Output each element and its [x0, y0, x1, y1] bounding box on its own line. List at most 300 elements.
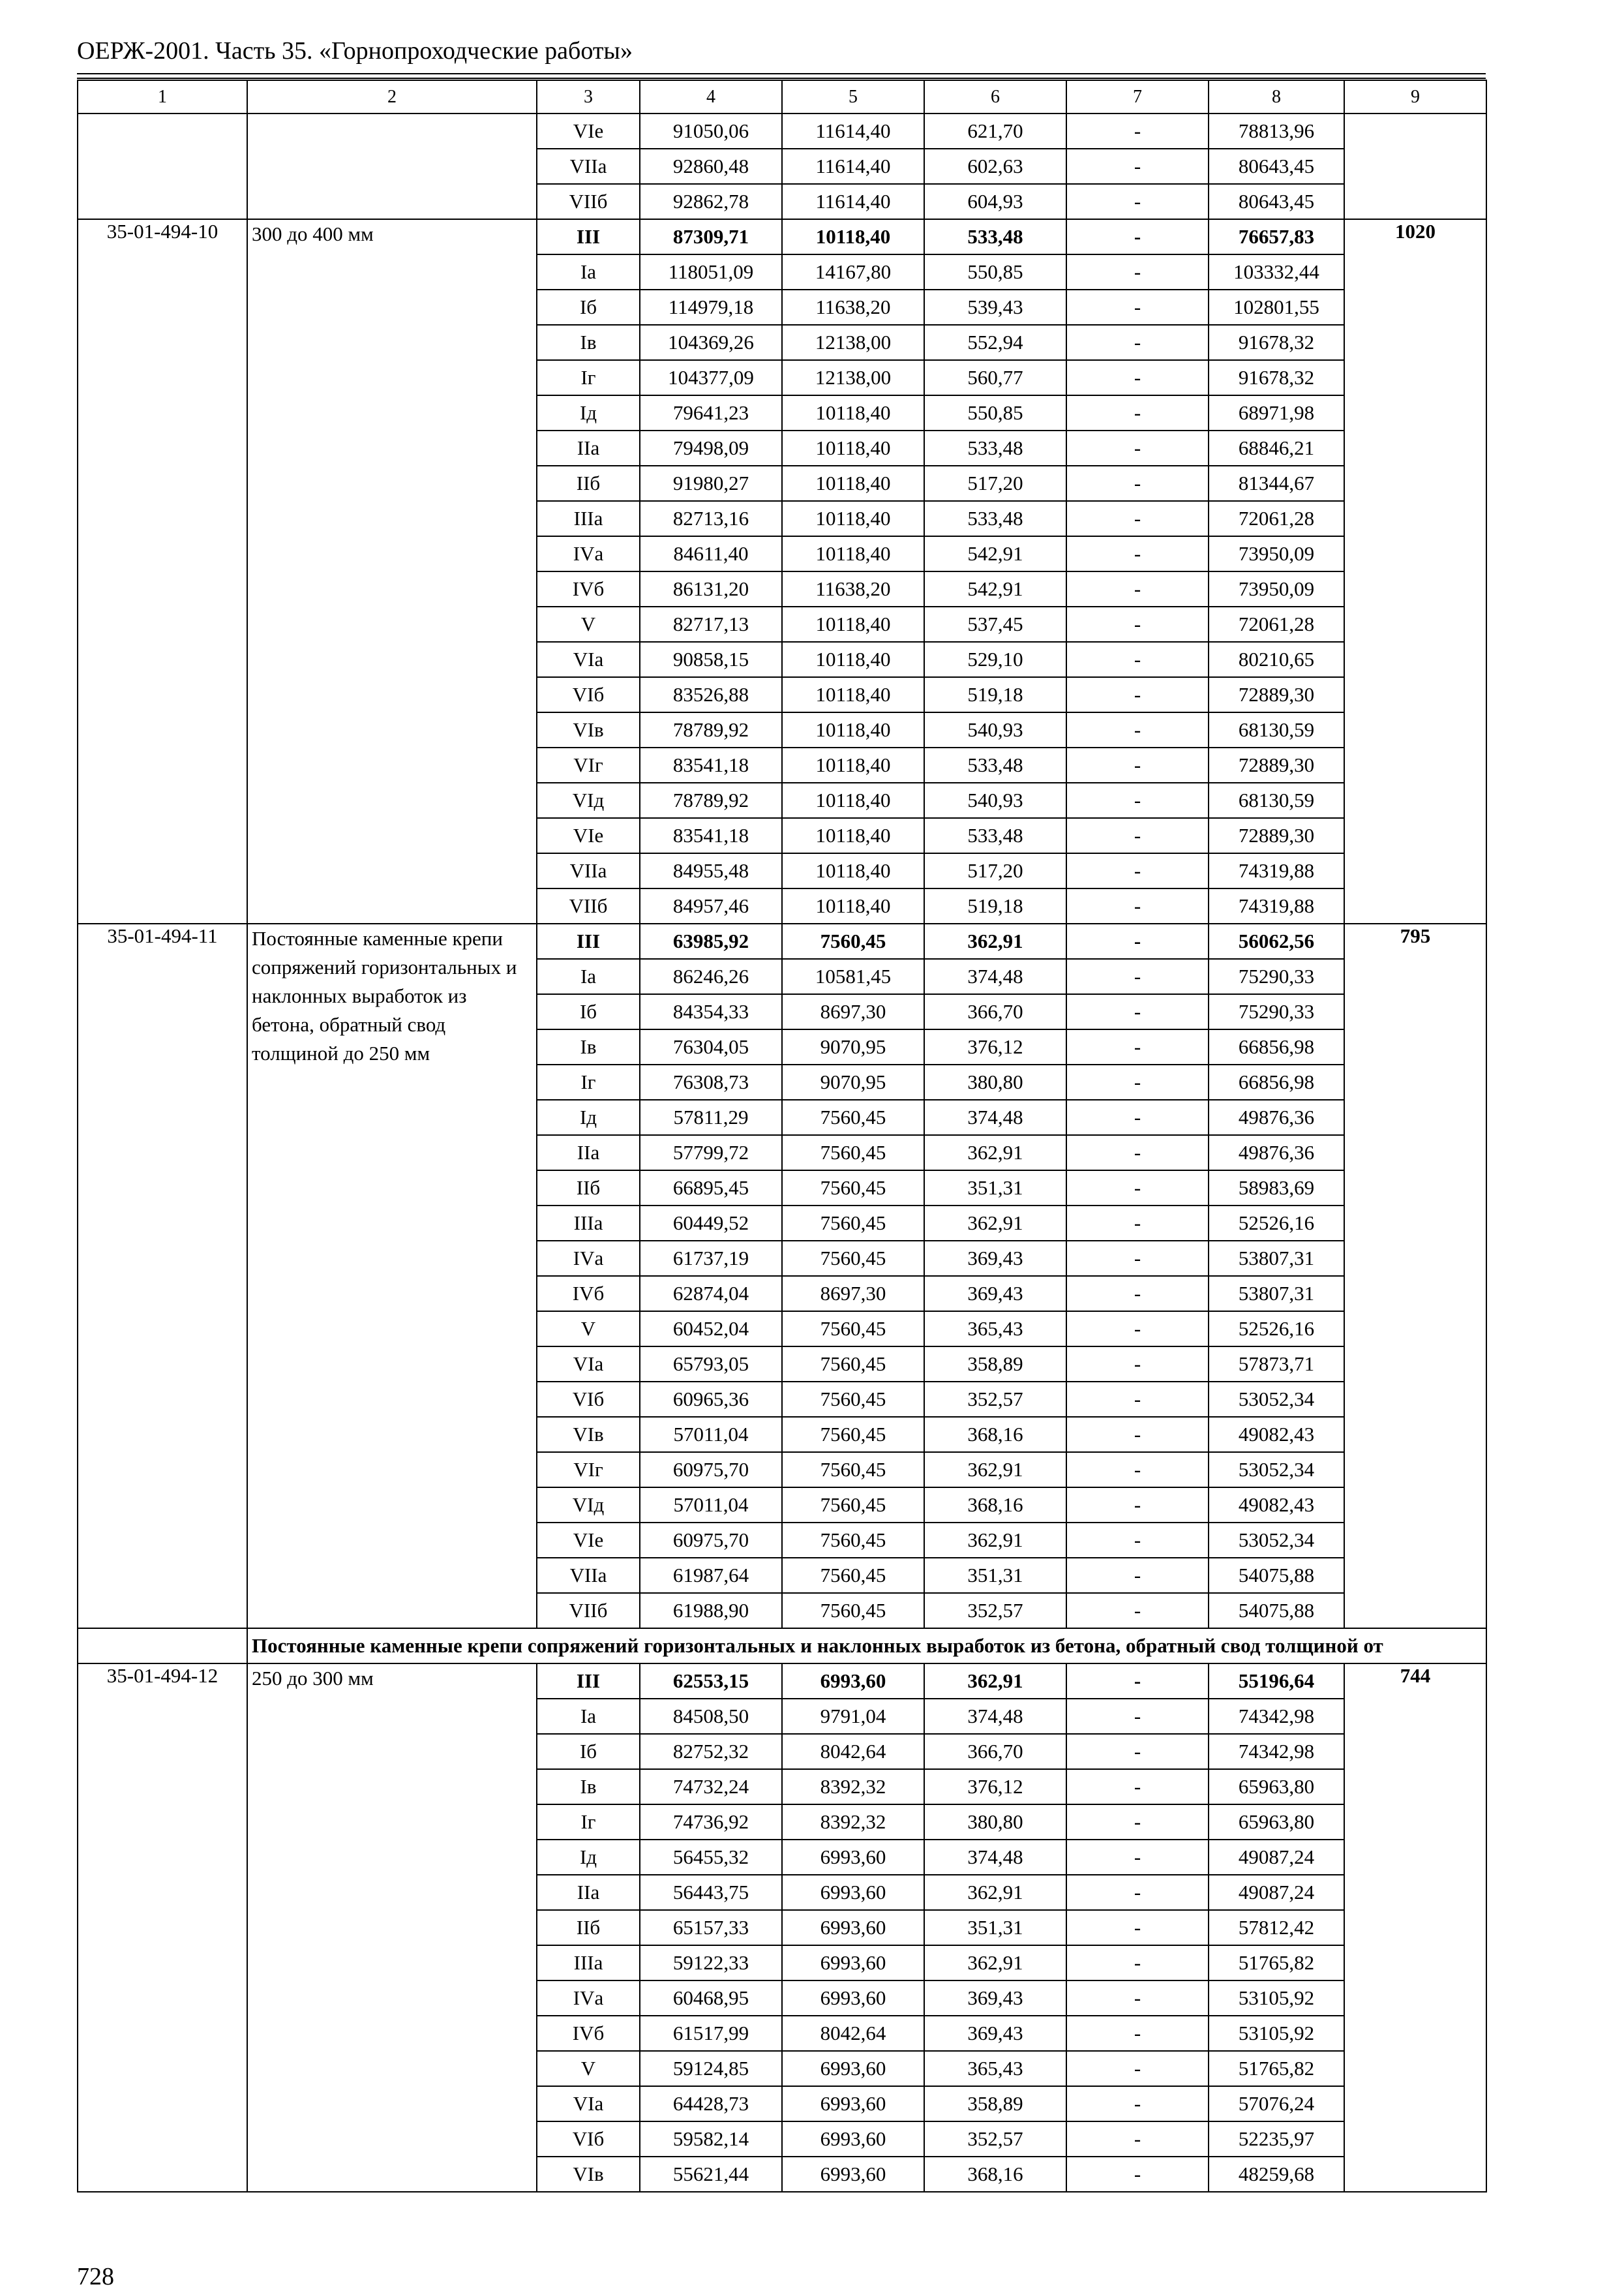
- total-cost-cell: 62553,15: [640, 1663, 782, 1699]
- total-cost-cell: 63985,92: [640, 924, 782, 959]
- resource-code: 35-01-494-11: [78, 924, 247, 1628]
- zone-cell: III: [537, 924, 640, 959]
- operator-cell: -: [1066, 2086, 1209, 2121]
- operator-cell: -: [1066, 360, 1209, 395]
- machine-cost-cell: 368,16: [924, 1487, 1066, 1523]
- column-number: 7: [1066, 80, 1209, 114]
- operator-cell: -: [1066, 1593, 1209, 1628]
- labor-cost-cell: 6993,60: [782, 1945, 924, 1980]
- operator-cell: -: [1066, 2051, 1209, 2086]
- work-description: [247, 114, 537, 219]
- materials-cost-cell: 53052,34: [1209, 1452, 1344, 1487]
- operator-cell: -: [1066, 1065, 1209, 1100]
- operator-cell: -: [1066, 184, 1209, 219]
- materials-cost-cell: 53807,31: [1209, 1276, 1344, 1311]
- operator-cell: -: [1066, 1875, 1209, 1910]
- work-description: Постоянные каменные крепи сопряжений горизонтальных и наклонных выработок из бетона, обратный свод толщиной до 250 мм: [247, 924, 537, 1628]
- labor-cost-cell: 9791,04: [782, 1699, 924, 1734]
- total-cost-cell: 84508,50: [640, 1699, 782, 1734]
- zone-cell: VIб: [537, 1382, 640, 1417]
- zone-cell: V: [537, 2051, 640, 2086]
- operator-cell: -: [1066, 254, 1209, 290]
- column-number: 6: [924, 80, 1066, 114]
- machine-cost-cell: 374,48: [924, 1699, 1066, 1734]
- machine-cost-cell: 376,12: [924, 1029, 1066, 1065]
- total-cost-cell: 104377,09: [640, 360, 782, 395]
- machine-cost-cell: 374,48: [924, 1100, 1066, 1135]
- labor-cost-cell: 12138,00: [782, 325, 924, 360]
- machine-cost-cell: 519,18: [924, 677, 1066, 712]
- machine-cost-cell: 517,20: [924, 853, 1066, 888]
- zone-cell: VIIб: [537, 184, 640, 219]
- operator-cell: -: [1066, 149, 1209, 184]
- total-cost-cell: 57799,72: [640, 1135, 782, 1170]
- machine-cost-cell: 550,85: [924, 395, 1066, 431]
- total-cost-cell: 60975,70: [640, 1452, 782, 1487]
- labor-cost-cell: 11614,40: [782, 114, 924, 149]
- materials-cost-cell: 74319,88: [1209, 888, 1344, 924]
- zone-cell: VIв: [537, 2157, 640, 2192]
- machine-cost-cell: 542,91: [924, 571, 1066, 607]
- operator-cell: -: [1066, 1452, 1209, 1487]
- operator-cell: -: [1066, 501, 1209, 536]
- machine-cost-cell: 362,91: [924, 1663, 1066, 1699]
- materials-cost-cell: 53105,92: [1209, 2016, 1344, 2051]
- materials-cost-cell: 52526,16: [1209, 1206, 1344, 1241]
- total-cost-cell: 79498,09: [640, 431, 782, 466]
- operator-cell: -: [1066, 1804, 1209, 1840]
- materials-cost-cell: 102801,55: [1209, 290, 1344, 325]
- total-cost-cell: 57811,29: [640, 1100, 782, 1135]
- labor-cost-cell: 7560,45: [782, 1135, 924, 1170]
- materials-cost-cell: 68846,21: [1209, 431, 1344, 466]
- labor-cost-cell: 7560,45: [782, 924, 924, 959]
- zone-cell: Iд: [537, 1840, 640, 1875]
- price-table: [77, 80, 1487, 2192]
- labor-cost-cell: 9070,95: [782, 1029, 924, 1065]
- labor-cost-cell: 10118,40: [782, 748, 924, 783]
- zone-cell: Iд: [537, 395, 640, 431]
- labor-cost-cell: 7560,45: [782, 1417, 924, 1452]
- labor-hours: [1344, 114, 1486, 219]
- operator-cell: -: [1066, 1311, 1209, 1346]
- materials-cost-cell: 80210,65: [1209, 642, 1344, 677]
- zone-cell: Iб: [537, 1734, 640, 1769]
- zone-cell: IIIа: [537, 1945, 640, 1980]
- labor-cost-cell: 10581,45: [782, 959, 924, 994]
- materials-cost-cell: 91678,32: [1209, 325, 1344, 360]
- operator-cell: -: [1066, 1910, 1209, 1945]
- machine-cost-cell: 362,91: [924, 924, 1066, 959]
- table-row: [78, 1663, 1486, 1699]
- materials-cost-cell: 58983,69: [1209, 1170, 1344, 1206]
- zone-cell: VIг: [537, 1452, 640, 1487]
- operator-cell: -: [1066, 677, 1209, 712]
- labor-cost-cell: 10118,40: [782, 783, 924, 818]
- zone-cell: IVа: [537, 1241, 640, 1276]
- materials-cost-cell: 74342,98: [1209, 1699, 1344, 1734]
- total-cost-cell: 59582,14: [640, 2121, 782, 2157]
- total-cost-cell: 118051,09: [640, 254, 782, 290]
- zone-cell: IIа: [537, 1135, 640, 1170]
- total-cost-cell: 57011,04: [640, 1487, 782, 1523]
- zone-cell: VIIа: [537, 853, 640, 888]
- operator-cell: -: [1066, 1276, 1209, 1311]
- total-cost-cell: 60965,36: [640, 1382, 782, 1417]
- total-cost-cell: 83541,18: [640, 748, 782, 783]
- labor-cost-cell: 6993,60: [782, 2157, 924, 2192]
- labor-cost-cell: 6993,60: [782, 1910, 924, 1945]
- total-cost-cell: 56443,75: [640, 1875, 782, 1910]
- labor-cost-cell: 14167,80: [782, 254, 924, 290]
- labor-cost-cell: 8697,30: [782, 994, 924, 1029]
- total-cost-cell: 74732,24: [640, 1769, 782, 1804]
- materials-cost-cell: 78813,96: [1209, 114, 1344, 149]
- labor-cost-cell: 7560,45: [782, 1382, 924, 1417]
- total-cost-cell: 84611,40: [640, 536, 782, 571]
- materials-cost-cell: 72889,30: [1209, 677, 1344, 712]
- machine-cost-cell: 352,57: [924, 2121, 1066, 2157]
- machine-cost-cell: 366,70: [924, 994, 1066, 1029]
- operator-cell: -: [1066, 325, 1209, 360]
- machine-cost-cell: 369,43: [924, 2016, 1066, 2051]
- machine-cost-cell: 369,43: [924, 1241, 1066, 1276]
- machine-cost-cell: 374,48: [924, 959, 1066, 994]
- machine-cost-cell: 602,63: [924, 149, 1066, 184]
- materials-cost-cell: 53105,92: [1209, 1980, 1344, 2016]
- machine-cost-cell: 519,18: [924, 888, 1066, 924]
- materials-cost-cell: 103332,44: [1209, 254, 1344, 290]
- labor-cost-cell: 7560,45: [782, 1558, 924, 1593]
- total-cost-cell: 64428,73: [640, 2086, 782, 2121]
- column-number: 8: [1209, 80, 1344, 114]
- materials-cost-cell: 74319,88: [1209, 853, 1344, 888]
- labor-cost-cell: 6993,60: [782, 2121, 924, 2157]
- column-number: 9: [1344, 80, 1486, 114]
- machine-cost-cell: 368,16: [924, 2157, 1066, 2192]
- labor-cost-cell: 10118,40: [782, 677, 924, 712]
- machine-cost-cell: 533,48: [924, 818, 1066, 853]
- labor-hours: 744: [1344, 1663, 1486, 2192]
- total-cost-cell: 78789,92: [640, 712, 782, 748]
- machine-cost-cell: 365,43: [924, 1311, 1066, 1346]
- total-cost-cell: 60452,04: [640, 1311, 782, 1346]
- total-cost-cell: 82752,32: [640, 1734, 782, 1769]
- materials-cost-cell: 68130,59: [1209, 783, 1344, 818]
- machine-cost-cell: 351,31: [924, 1910, 1066, 1945]
- work-description: 250 до 300 мм: [247, 1663, 537, 2192]
- materials-cost-cell: 49876,36: [1209, 1100, 1344, 1135]
- labor-cost-cell: 7560,45: [782, 1100, 924, 1135]
- materials-cost-cell: 56062,56: [1209, 924, 1344, 959]
- zone-cell: IIа: [537, 431, 640, 466]
- labor-cost-cell: 6993,60: [782, 1663, 924, 1699]
- zone-cell: VIг: [537, 748, 640, 783]
- zone-cell: Iв: [537, 1029, 640, 1065]
- resource-code: 35-01-494-10: [78, 219, 247, 924]
- labor-cost-cell: 6993,60: [782, 1875, 924, 1910]
- total-cost-cell: 84354,33: [640, 994, 782, 1029]
- total-cost-cell: 60468,95: [640, 1980, 782, 2016]
- column-number: 3: [537, 80, 640, 114]
- operator-cell: -: [1066, 1734, 1209, 1769]
- table-row: [78, 924, 1486, 959]
- materials-cost-cell: 51765,82: [1209, 1945, 1344, 1980]
- operator-cell: -: [1066, 2016, 1209, 2051]
- operator-cell: -: [1066, 219, 1209, 254]
- zone-cell: VIб: [537, 677, 640, 712]
- total-cost-cell: 83526,88: [640, 677, 782, 712]
- materials-cost-cell: 51765,82: [1209, 2051, 1344, 2086]
- operator-cell: -: [1066, 2121, 1209, 2157]
- zone-cell: VIа: [537, 642, 640, 677]
- operator-cell: -: [1066, 1029, 1209, 1065]
- labor-hours: 1020: [1344, 219, 1486, 924]
- zone-cell: IVа: [537, 1980, 640, 2016]
- materials-cost-cell: 49082,43: [1209, 1487, 1344, 1523]
- zone-cell: VIе: [537, 114, 640, 149]
- column-number: 2: [247, 80, 537, 114]
- materials-cost-cell: 49876,36: [1209, 1135, 1344, 1170]
- materials-cost-cell: 91678,32: [1209, 360, 1344, 395]
- machine-cost-cell: 374,48: [924, 1840, 1066, 1875]
- machine-cost-cell: 560,77: [924, 360, 1066, 395]
- total-cost-cell: 84955,48: [640, 853, 782, 888]
- operator-cell: -: [1066, 1206, 1209, 1241]
- labor-cost-cell: 8392,32: [782, 1769, 924, 1804]
- machine-cost-cell: 362,91: [924, 1523, 1066, 1558]
- materials-cost-cell: 72889,30: [1209, 748, 1344, 783]
- total-cost-cell: 74736,92: [640, 1804, 782, 1840]
- total-cost-cell: 62874,04: [640, 1276, 782, 1311]
- machine-cost-cell: 362,91: [924, 1875, 1066, 1910]
- total-cost-cell: 92860,48: [640, 149, 782, 184]
- total-cost-cell: 59124,85: [640, 2051, 782, 2086]
- labor-cost-cell: 7560,45: [782, 1346, 924, 1382]
- zone-cell: V: [537, 607, 640, 642]
- column-number: 5: [782, 80, 924, 114]
- machine-cost-cell: 539,43: [924, 290, 1066, 325]
- zone-cell: VIб: [537, 2121, 640, 2157]
- labor-cost-cell: 10118,40: [782, 888, 924, 924]
- total-cost-cell: 82717,13: [640, 607, 782, 642]
- machine-cost-cell: 604,93: [924, 184, 1066, 219]
- machine-cost-cell: 533,48: [924, 501, 1066, 536]
- column-number: 4: [640, 80, 782, 114]
- zone-cell: IVб: [537, 571, 640, 607]
- labor-cost-cell: 7560,45: [782, 1523, 924, 1558]
- operator-cell: -: [1066, 1699, 1209, 1734]
- machine-cost-cell: 550,85: [924, 254, 1066, 290]
- zone-cell: III: [537, 1663, 640, 1699]
- machine-cost-cell: 362,91: [924, 1945, 1066, 1980]
- section-spacer-cell: [78, 1628, 247, 1663]
- total-cost-cell: 65157,33: [640, 1910, 782, 1945]
- total-cost-cell: 66895,45: [640, 1170, 782, 1206]
- section-heading: Постоянные каменные крепи сопряжений горизонтальных и наклонных выработок из бетона, обратный свод толщиной от: [247, 1628, 1486, 1663]
- labor-cost-cell: 10118,40: [782, 642, 924, 677]
- operator-cell: -: [1066, 1840, 1209, 1875]
- total-cost-cell: 91050,06: [640, 114, 782, 149]
- total-cost-cell: 76304,05: [640, 1029, 782, 1065]
- operator-cell: -: [1066, 2157, 1209, 2192]
- materials-cost-cell: 68971,98: [1209, 395, 1344, 431]
- operator-cell: -: [1066, 959, 1209, 994]
- zone-cell: VIIб: [537, 888, 640, 924]
- materials-cost-cell: 65963,80: [1209, 1769, 1344, 1804]
- labor-cost-cell: 10118,40: [782, 536, 924, 571]
- zone-cell: VIд: [537, 783, 640, 818]
- machine-cost-cell: 362,91: [924, 1206, 1066, 1241]
- zone-cell: VIIб: [537, 1593, 640, 1628]
- operator-cell: -: [1066, 571, 1209, 607]
- section-heading-row: [78, 1628, 1486, 1663]
- operator-cell: -: [1066, 1382, 1209, 1417]
- zone-cell: IVб: [537, 1276, 640, 1311]
- labor-cost-cell: 12138,00: [782, 360, 924, 395]
- labor-cost-cell: 7560,45: [782, 1452, 924, 1487]
- operator-cell: -: [1066, 642, 1209, 677]
- labor-cost-cell: 10118,40: [782, 607, 924, 642]
- operator-cell: -: [1066, 1135, 1209, 1170]
- materials-cost-cell: 72061,28: [1209, 607, 1344, 642]
- labor-cost-cell: 7560,45: [782, 1170, 924, 1206]
- materials-cost-cell: 49087,24: [1209, 1840, 1344, 1875]
- labor-cost-cell: 7560,45: [782, 1241, 924, 1276]
- labor-cost-cell: 6993,60: [782, 1840, 924, 1875]
- total-cost-cell: 78789,92: [640, 783, 782, 818]
- labor-cost-cell: 7560,45: [782, 1593, 924, 1628]
- operator-cell: -: [1066, 994, 1209, 1029]
- operator-cell: -: [1066, 1980, 1209, 2016]
- header-rule: [77, 78, 1486, 79]
- operator-cell: -: [1066, 924, 1209, 959]
- operator-cell: -: [1066, 607, 1209, 642]
- total-cost-cell: 55621,44: [640, 2157, 782, 2192]
- materials-cost-cell: 66856,98: [1209, 1029, 1344, 1065]
- materials-cost-cell: 80643,45: [1209, 184, 1344, 219]
- labor-cost-cell: 6993,60: [782, 1980, 924, 2016]
- total-cost-cell: 86246,26: [640, 959, 782, 994]
- materials-cost-cell: 49087,24: [1209, 1875, 1344, 1910]
- labor-hours: 795: [1344, 924, 1486, 1628]
- machine-cost-cell: 352,57: [924, 1382, 1066, 1417]
- zone-cell: IIIа: [537, 1206, 640, 1241]
- zone-cell: Iа: [537, 959, 640, 994]
- machine-cost-cell: 351,31: [924, 1558, 1066, 1593]
- zone-cell: VIд: [537, 1487, 640, 1523]
- zone-cell: IVб: [537, 2016, 640, 2051]
- labor-cost-cell: 8392,32: [782, 1804, 924, 1840]
- machine-cost-cell: 540,93: [924, 783, 1066, 818]
- operator-cell: -: [1066, 536, 1209, 571]
- zone-cell: Iв: [537, 325, 640, 360]
- machine-cost-cell: 362,91: [924, 1452, 1066, 1487]
- total-cost-cell: 86131,20: [640, 571, 782, 607]
- zone-cell: Iб: [537, 994, 640, 1029]
- materials-cost-cell: 57076,24: [1209, 2086, 1344, 2121]
- zone-cell: IIб: [537, 1910, 640, 1945]
- total-cost-cell: 61988,90: [640, 1593, 782, 1628]
- materials-cost-cell: 81344,67: [1209, 466, 1344, 501]
- machine-cost-cell: 540,93: [924, 712, 1066, 748]
- zone-cell: VIIа: [537, 149, 640, 184]
- materials-cost-cell: 57873,71: [1209, 1346, 1344, 1382]
- zone-cell: VIе: [537, 1523, 640, 1558]
- labor-cost-cell: 10118,40: [782, 818, 924, 853]
- machine-cost-cell: 358,89: [924, 2086, 1066, 2121]
- operator-cell: -: [1066, 1558, 1209, 1593]
- labor-cost-cell: 11614,40: [782, 149, 924, 184]
- zone-cell: VIе: [537, 818, 640, 853]
- zone-cell: Iг: [537, 1804, 640, 1840]
- zone-cell: Iа: [537, 254, 640, 290]
- materials-cost-cell: 73950,09: [1209, 536, 1344, 571]
- materials-cost-cell: 52526,16: [1209, 1311, 1344, 1346]
- operator-cell: -: [1066, 1487, 1209, 1523]
- materials-cost-cell: 52235,97: [1209, 2121, 1344, 2157]
- operator-cell: -: [1066, 431, 1209, 466]
- labor-cost-cell: 11638,20: [782, 290, 924, 325]
- zone-cell: VIа: [537, 2086, 640, 2121]
- zone-cell: VIIа: [537, 1558, 640, 1593]
- operator-cell: -: [1066, 1241, 1209, 1276]
- total-cost-cell: 61737,19: [640, 1241, 782, 1276]
- materials-cost-cell: 54075,88: [1209, 1593, 1344, 1628]
- zone-cell: Iб: [537, 290, 640, 325]
- machine-cost-cell: 380,80: [924, 1065, 1066, 1100]
- machine-cost-cell: 358,89: [924, 1346, 1066, 1382]
- zone-cell: Iа: [537, 1699, 640, 1734]
- total-cost-cell: 79641,23: [640, 395, 782, 431]
- materials-cost-cell: 53807,31: [1209, 1241, 1344, 1276]
- machine-cost-cell: 369,43: [924, 1276, 1066, 1311]
- machine-cost-cell: 517,20: [924, 466, 1066, 501]
- zone-cell: V: [537, 1311, 640, 1346]
- labor-cost-cell: 10118,40: [782, 431, 924, 466]
- total-cost-cell: 90858,15: [640, 642, 782, 677]
- operator-cell: -: [1066, 1663, 1209, 1699]
- materials-cost-cell: 49082,43: [1209, 1417, 1344, 1452]
- labor-cost-cell: 10118,40: [782, 501, 924, 536]
- column-number: 1: [78, 80, 247, 114]
- labor-cost-cell: 7560,45: [782, 1206, 924, 1241]
- machine-cost-cell: 369,43: [924, 1980, 1066, 2016]
- machine-cost-cell: 366,70: [924, 1734, 1066, 1769]
- machine-cost-cell: 351,31: [924, 1170, 1066, 1206]
- materials-cost-cell: 80643,45: [1209, 149, 1344, 184]
- page-header: ОЕРЖ-2001. Часть 35. «Горнопроходческие работы»: [77, 37, 633, 65]
- total-cost-cell: 91980,27: [640, 466, 782, 501]
- operator-cell: -: [1066, 1100, 1209, 1135]
- materials-cost-cell: 66856,98: [1209, 1065, 1344, 1100]
- machine-cost-cell: 552,94: [924, 325, 1066, 360]
- table-row: [78, 114, 1486, 149]
- machine-cost-cell: 365,43: [924, 2051, 1066, 2086]
- total-cost-cell: 60449,52: [640, 1206, 782, 1241]
- materials-cost-cell: 74342,98: [1209, 1734, 1344, 1769]
- zone-cell: IIб: [537, 466, 640, 501]
- operator-cell: -: [1066, 1945, 1209, 1980]
- zone-cell: VIв: [537, 712, 640, 748]
- machine-cost-cell: 376,12: [924, 1769, 1066, 1804]
- labor-cost-cell: 7560,45: [782, 1487, 924, 1523]
- table-row: [78, 219, 1486, 254]
- machine-cost-cell: 362,91: [924, 1135, 1066, 1170]
- machine-cost-cell: 352,57: [924, 1593, 1066, 1628]
- materials-cost-cell: 48259,68: [1209, 2157, 1344, 2192]
- labor-cost-cell: 11638,20: [782, 571, 924, 607]
